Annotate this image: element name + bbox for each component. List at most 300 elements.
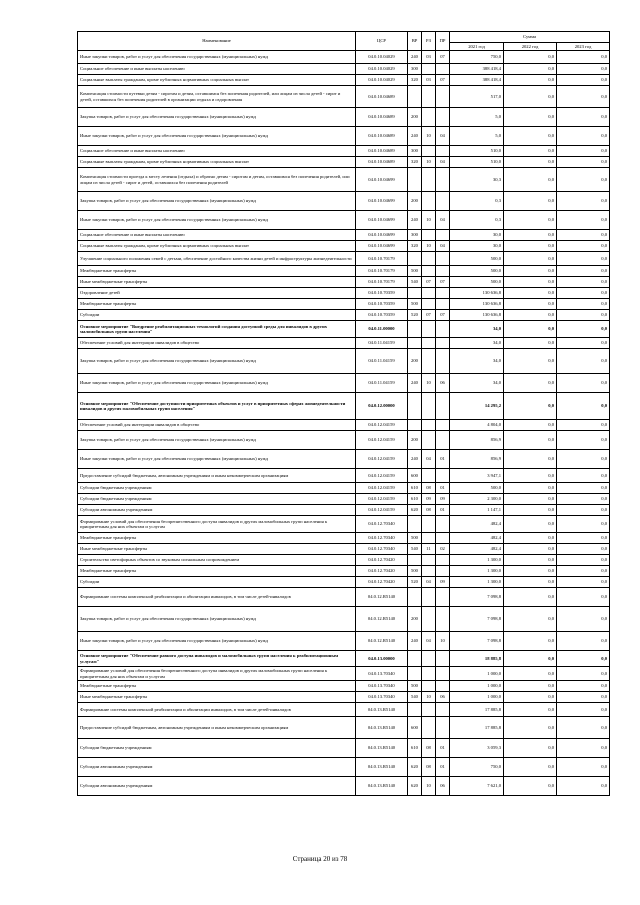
row-name: Обеспечение условий для интеграции инвалидов в общество	[78, 338, 356, 349]
row-rz: 04	[422, 632, 436, 651]
row-sum-2023: 0,0	[557, 420, 610, 431]
row-rz	[422, 588, 436, 607]
table-row	[78, 533, 610, 544]
row-csr: 04.0.13.R5140	[356, 777, 408, 796]
row-sum-2022: 0,0	[504, 651, 557, 667]
row-sum-2021: 1 300,0	[450, 555, 504, 566]
row-sum-2023: 0,0	[557, 703, 610, 717]
row-sum-2023: 0,0	[557, 681, 610, 692]
row-sum-2023: 0,0	[557, 127, 610, 146]
row-vr: 500	[408, 533, 422, 544]
table-row	[78, 277, 610, 288]
row-csr: 04.0.12.70340	[356, 544, 408, 555]
row-sum-2022: 0,0	[504, 758, 557, 777]
row-sum-2023: 0,0	[557, 431, 610, 450]
row-name: Субсидии бюджетным учреждениям	[78, 483, 356, 494]
row-sum-2023: 0,0	[557, 192, 610, 211]
row-sum-2021: 1 300,0	[450, 566, 504, 577]
row-pr	[436, 667, 450, 681]
table-row	[78, 739, 610, 758]
row-name: Субсидии автономным учреждениям	[78, 505, 356, 516]
table-row	[78, 516, 610, 533]
row-sum-2022: 0,0	[504, 667, 557, 681]
row-csr: 04.0.13.00000	[356, 651, 408, 667]
row-sum-2021: 1 147,1	[450, 505, 504, 516]
row-sum-2021: 856,9	[450, 431, 504, 450]
row-pr: 06	[436, 692, 450, 703]
row-csr: 04.0.10.70179	[356, 266, 408, 277]
row-rz: 10	[422, 211, 436, 230]
row-csr: 04.0.11.04159	[356, 338, 408, 349]
row-sum-2021: 856,9	[450, 450, 504, 469]
row-sum-2021: 1 300,0	[450, 577, 504, 588]
row-sum-2023: 0,0	[557, 157, 610, 168]
row-pr	[436, 230, 450, 241]
row-name: Субсидии	[78, 577, 356, 588]
row-sum-2023: 0,0	[557, 717, 610, 739]
row-rz: 08	[422, 483, 436, 494]
row-vr: 620	[408, 777, 422, 796]
header-name: Наименование	[78, 32, 356, 51]
row-vr: 620	[408, 505, 422, 516]
row-csr: 04.0.12.70420	[356, 566, 408, 577]
row-rz	[422, 168, 436, 192]
row-sum-2023: 0,0	[557, 338, 610, 349]
row-pr	[436, 607, 450, 632]
row-name: Иные закупки товаров, работ и услуг для обеспечения государственных (муниципальных) нужд	[78, 51, 356, 64]
table-row	[78, 127, 610, 146]
row-csr: 04.0.10.70179	[356, 277, 408, 288]
row-rz	[422, 86, 436, 108]
row-name: Основное мероприятие "Обеспечение равного доступа инвалидов и маломобильных групп населения к реабилитационным услугам"	[78, 651, 356, 667]
row-sum-2022: 0,0	[504, 168, 557, 192]
row-sum-2021: 4 804,0	[450, 420, 504, 431]
row-rz: 11	[422, 544, 436, 555]
row-csr: 04.0.10.04699	[356, 241, 408, 252]
row-vr: 300	[408, 230, 422, 241]
row-sum-2021: 5,0	[450, 108, 504, 127]
row-sum-2022: 0,0	[504, 607, 557, 632]
table-row	[78, 310, 610, 321]
row-pr: 04	[436, 211, 450, 230]
table-row	[78, 692, 610, 703]
row-pr	[436, 108, 450, 127]
row-sum-2023: 0,0	[557, 516, 610, 533]
table-row	[78, 450, 610, 469]
table-row	[78, 299, 610, 310]
row-pr	[436, 266, 450, 277]
row-sum-2023: 0,0	[557, 349, 610, 374]
row-sum-2022: 0,0	[504, 146, 557, 157]
row-rz	[422, 566, 436, 577]
row-pr: 06	[436, 374, 450, 393]
table-row	[78, 667, 610, 681]
row-sum-2022: 0,0	[504, 338, 557, 349]
row-pr: 07	[436, 75, 450, 86]
row-vr: 500	[408, 299, 422, 310]
row-csr: 04.0.10.04689	[356, 86, 408, 108]
row-sum-2022: 0,0	[504, 420, 557, 431]
row-sum-2022: 0,0	[504, 108, 557, 127]
row-pr: 06	[436, 777, 450, 796]
row-sum-2023: 0,0	[557, 86, 610, 108]
row-rz	[422, 321, 436, 338]
row-sum-2021: 500,0	[450, 483, 504, 494]
budget-table	[77, 31, 610, 796]
row-csr: 04.0.13.70340	[356, 692, 408, 703]
row-rz: 07	[422, 310, 436, 321]
row-sum-2021: 0,3	[450, 211, 504, 230]
row-csr: 04.0.12.04159	[356, 469, 408, 483]
table-row	[78, 108, 610, 127]
row-sum-2021: 482,4	[450, 516, 504, 533]
row-csr: 04.0.12.04159	[356, 494, 408, 505]
row-sum-2021: 14 295,2	[450, 393, 504, 420]
table-row	[78, 192, 610, 211]
row-sum-2021: 1 000,0	[450, 692, 504, 703]
row-sum-2023: 0,0	[557, 588, 610, 607]
row-name: Субсидии бюджетным учреждениям	[78, 739, 356, 758]
row-name: Межбюджетные трансферты	[78, 266, 356, 277]
row-rz	[422, 717, 436, 739]
row-vr: 500	[408, 266, 422, 277]
header-vr: ВР	[408, 32, 422, 51]
row-vr: 240	[408, 450, 422, 469]
row-vr: 200	[408, 607, 422, 632]
table-row	[78, 566, 610, 577]
row-name: Закупка товаров, работ и услуг для обеспечения государственных (муниципальных) нужд	[78, 607, 356, 632]
row-csr: 04.0.10.70359	[356, 310, 408, 321]
row-sum-2021: 130 636,8	[450, 299, 504, 310]
row-rz	[422, 64, 436, 75]
row-rz: 10	[422, 157, 436, 168]
row-sum-2022: 0,0	[504, 241, 557, 252]
row-sum-2021: 388 418,4	[450, 64, 504, 75]
table-row	[78, 607, 610, 632]
row-sum-2022: 0,0	[504, 544, 557, 555]
row-sum-2021: 130 636,8	[450, 288, 504, 299]
row-vr: 320	[408, 241, 422, 252]
row-pr	[436, 349, 450, 374]
row-rz	[422, 420, 436, 431]
row-rz: 10	[422, 241, 436, 252]
row-rz	[422, 230, 436, 241]
row-pr	[436, 588, 450, 607]
row-sum-2023: 0,0	[557, 494, 610, 505]
table-row	[78, 211, 610, 230]
row-sum-2021: 17 885,8	[450, 703, 504, 717]
row-sum-2021: 30,3	[450, 168, 504, 192]
row-vr: 540	[408, 692, 422, 703]
table-row	[78, 420, 610, 431]
row-name: Иные межбюджетные трансферты	[78, 277, 356, 288]
table-row	[78, 86, 610, 108]
row-rz	[422, 108, 436, 127]
row-sum-2023: 0,0	[557, 51, 610, 64]
row-sum-2022: 0,0	[504, 299, 557, 310]
row-pr	[436, 393, 450, 420]
row-csr: 04.0.11.04159	[356, 349, 408, 374]
row-pr	[436, 299, 450, 310]
row-sum-2021: 34,0	[450, 338, 504, 349]
row-rz	[422, 667, 436, 681]
row-sum-2021: 517,0	[450, 86, 504, 108]
row-csr: 04.0.12.70340	[356, 516, 408, 533]
row-csr: 04.0.12.70420	[356, 555, 408, 566]
row-vr: 610	[408, 483, 422, 494]
row-sum-2022: 0,0	[504, 777, 557, 796]
row-vr	[408, 420, 422, 431]
row-sum-2021: 30,0	[450, 230, 504, 241]
row-name: Закупка товаров, работ и услуг для обеспечения государственных (муниципальных) нужд	[78, 192, 356, 211]
table-row	[78, 266, 610, 277]
row-rz: 04	[422, 450, 436, 469]
row-sum-2022: 0,0	[504, 469, 557, 483]
row-vr: 240	[408, 211, 422, 230]
table-row	[78, 51, 610, 64]
row-sum-2022: 0,0	[504, 252, 557, 266]
row-name: Закупка товаров, работ и услуг для обеспечения государственных (муниципальных) нужд	[78, 431, 356, 450]
row-vr: 300	[408, 64, 422, 75]
row-vr: 320	[408, 157, 422, 168]
row-rz	[422, 338, 436, 349]
table-row	[78, 321, 610, 338]
row-vr: 520	[408, 310, 422, 321]
header-rz: РЗ	[422, 32, 436, 51]
row-pr: 02	[436, 544, 450, 555]
row-csr: 04.0.12.R5140	[356, 607, 408, 632]
row-csr: 04.0.12.04159	[356, 505, 408, 516]
header-year-2022: 2022 год	[504, 43, 557, 51]
row-sum-2021: 34,0	[450, 321, 504, 338]
row-pr	[436, 555, 450, 566]
table-row	[78, 431, 610, 450]
row-sum-2021: 34,0	[450, 349, 504, 374]
row-pr: 04	[436, 127, 450, 146]
row-name: Иные закупки товаров, работ и услуг для обеспечения государственных (муниципальных) нужд	[78, 450, 356, 469]
row-sum-2023: 0,0	[557, 64, 610, 75]
row-vr	[408, 555, 422, 566]
table-row	[78, 577, 610, 588]
table-row	[78, 393, 610, 420]
row-sum-2022: 0,0	[504, 51, 557, 64]
row-pr: 09	[436, 494, 450, 505]
row-csr: 04.0.10.04699	[356, 230, 408, 241]
row-vr	[408, 168, 422, 192]
row-name: Субсидии	[78, 310, 356, 321]
row-sum-2023: 0,0	[557, 450, 610, 469]
row-rz: 08	[422, 739, 436, 758]
row-sum-2022: 0,0	[504, 349, 557, 374]
row-sum-2023: 0,0	[557, 299, 610, 310]
row-csr: 04.0.12.04159	[356, 420, 408, 431]
row-name: Основное мероприятие "Обеспечение доступности приоритетных объектов и услуг в приоритетных сферах жизнедеятельности инвалидов и других маломобильных групп населения"	[78, 393, 356, 420]
row-vr: 540	[408, 277, 422, 288]
row-rz	[422, 703, 436, 717]
row-sum-2021: 500,0	[450, 277, 504, 288]
table-row	[78, 632, 610, 651]
row-sum-2023: 0,0	[557, 483, 610, 494]
row-pr: 01	[436, 758, 450, 777]
row-csr: 04.0.10.04689	[356, 108, 408, 127]
row-pr	[436, 288, 450, 299]
row-csr: 04.0.13.70340	[356, 667, 408, 681]
row-sum-2022: 0,0	[504, 505, 557, 516]
row-sum-2023: 0,0	[557, 739, 610, 758]
row-name: Социальное обеспечение и иные выплаты населению	[78, 146, 356, 157]
row-sum-2022: 0,0	[504, 192, 557, 211]
row-sum-2021: 510,0	[450, 146, 504, 157]
row-name: Компенсация стоимости проезда к месту лечения (отдыха) и обратно детям - сиротам и детям, оставшимся без попечения родителей, или лицам из числа детей - сирот и детей, оставшихся без попечения родителей	[78, 168, 356, 192]
row-vr	[408, 667, 422, 681]
row-csr: 04.0.10.04029	[356, 64, 408, 75]
row-csr: 04.0.10.70359	[356, 288, 408, 299]
row-sum-2021: 1 000,0	[450, 681, 504, 692]
row-name: Строительство светофорных объектов со звуковым сигнальным сопровождением	[78, 555, 356, 566]
header-csr: ЦСР	[356, 32, 408, 51]
row-sum-2022: 0,0	[504, 494, 557, 505]
header-pr: ПР	[436, 32, 450, 51]
row-rz: 08	[422, 758, 436, 777]
row-sum-2023: 0,0	[557, 230, 610, 241]
header-year-2023: 2023 год	[557, 43, 610, 51]
row-sum-2022: 0,0	[504, 230, 557, 241]
table-row	[78, 469, 610, 483]
row-rz	[422, 146, 436, 157]
row-csr: 04.0.10.04699	[356, 211, 408, 230]
row-name: Формирование условий для обеспечения беспрепятственного доступа инвалидов и других маломобильных групп населения к приоритетным для них объектам и услугам	[78, 667, 356, 681]
row-csr: 04.0.10.04029	[356, 75, 408, 86]
row-name: Социальное обеспечение и иные выплаты населению	[78, 64, 356, 75]
header-year-2021: 2021 год	[450, 43, 504, 51]
table-row	[78, 777, 610, 796]
row-sum-2021: 1 000,0	[450, 667, 504, 681]
row-csr: 04.0.10.04689	[356, 146, 408, 157]
row-pr: 09	[436, 577, 450, 588]
table-row	[78, 168, 610, 192]
row-sum-2023: 0,0	[557, 667, 610, 681]
row-sum-2021: 30,0	[450, 241, 504, 252]
row-pr	[436, 321, 450, 338]
row-name: Субсидии автономным учреждениям	[78, 758, 356, 777]
table-row	[78, 555, 610, 566]
row-vr: 320	[408, 75, 422, 86]
row-pr	[436, 146, 450, 157]
row-sum-2022: 0,0	[504, 483, 557, 494]
page-number: Страница 20 из 78	[292, 855, 348, 863]
row-sum-2021: 7 621,0	[450, 777, 504, 796]
row-sum-2021: 5,0	[450, 127, 504, 146]
row-sum-2022: 0,0	[504, 450, 557, 469]
row-pr	[436, 431, 450, 450]
table-row	[78, 349, 610, 374]
row-pr	[436, 651, 450, 667]
row-rz: 10	[422, 374, 436, 393]
row-sum-2022: 0,0	[504, 533, 557, 544]
row-vr: 240	[408, 127, 422, 146]
row-pr	[436, 168, 450, 192]
row-sum-2023: 0,0	[557, 288, 610, 299]
row-rz: 08	[422, 505, 436, 516]
row-sum-2022: 0,0	[504, 588, 557, 607]
row-pr	[436, 533, 450, 544]
row-csr: 04.0.10.04029	[356, 51, 408, 64]
row-vr: 500	[408, 681, 422, 692]
row-name: Межбюджетные трансферты	[78, 533, 356, 544]
row-name: Межбюджетные трансферты	[78, 566, 356, 577]
row-rz	[422, 607, 436, 632]
row-vr: 240	[408, 632, 422, 651]
table-row	[78, 64, 610, 75]
row-vr: 520	[408, 577, 422, 588]
row-sum-2022: 0,0	[504, 374, 557, 393]
row-csr: 04.0.12.70340	[356, 533, 408, 544]
row-pr: 07	[436, 277, 450, 288]
row-vr: 500	[408, 566, 422, 577]
row-sum-2021: 17 885,8	[450, 717, 504, 739]
table-row	[78, 483, 610, 494]
row-sum-2022: 0,0	[504, 566, 557, 577]
row-name: Иные закупки товаров, работ и услуг для обеспечения государственных (муниципальных) нужд	[78, 632, 356, 651]
row-csr: 04.0.12.70420	[356, 577, 408, 588]
row-sum-2022: 0,0	[504, 393, 557, 420]
row-name: Межбюджетные трансферты	[78, 299, 356, 310]
row-sum-2023: 0,0	[557, 168, 610, 192]
row-sum-2021: 7 098,8	[450, 607, 504, 632]
row-sum-2022: 0,0	[504, 310, 557, 321]
row-sum-2022: 0,0	[504, 516, 557, 533]
row-rz	[422, 288, 436, 299]
row-vr	[408, 651, 422, 667]
row-pr	[436, 469, 450, 483]
row-sum-2023: 0,0	[557, 632, 610, 651]
row-sum-2022: 0,0	[504, 577, 557, 588]
row-csr: 04.0.12.04159	[356, 431, 408, 450]
table-row	[78, 494, 610, 505]
row-sum-2022: 0,0	[504, 431, 557, 450]
row-csr: 04.0.12.00000	[356, 393, 408, 420]
row-csr: 04.0.13.R5140	[356, 758, 408, 777]
row-sum-2022: 0,0	[504, 64, 557, 75]
table-row	[78, 703, 610, 717]
row-rz	[422, 192, 436, 211]
row-sum-2023: 0,0	[557, 544, 610, 555]
row-sum-2021: 2 300,0	[450, 494, 504, 505]
row-sum-2023: 0,0	[557, 266, 610, 277]
row-pr	[436, 420, 450, 431]
row-pr	[436, 64, 450, 75]
table-row	[78, 241, 610, 252]
header-sum: Сумма	[450, 32, 610, 43]
row-sum-2023: 0,0	[557, 607, 610, 632]
table-row	[78, 588, 610, 607]
row-sum-2021: 34,0	[450, 374, 504, 393]
row-sum-2022: 0,0	[504, 211, 557, 230]
row-sum-2022: 0,0	[504, 127, 557, 146]
row-sum-2022: 0,0	[504, 632, 557, 651]
table-row	[78, 681, 610, 692]
table-row	[78, 230, 610, 241]
row-vr: 610	[408, 494, 422, 505]
row-name: Формирование системы комплексной реабилитации и абилитации инвалидов, в том числе детей-инвалидов	[78, 588, 356, 607]
row-name: Закупка товаров, работ и услуг для обеспечения государственных (муниципальных) нужд	[78, 349, 356, 374]
row-sum-2021: 7 098,8	[450, 632, 504, 651]
row-name: Закупка товаров, работ и услуг для обеспечения государственных (муниципальных) нужд	[78, 108, 356, 127]
table-row	[78, 252, 610, 266]
row-pr	[436, 566, 450, 577]
row-rz: 03	[422, 51, 436, 64]
row-sum-2022: 0,0	[504, 288, 557, 299]
